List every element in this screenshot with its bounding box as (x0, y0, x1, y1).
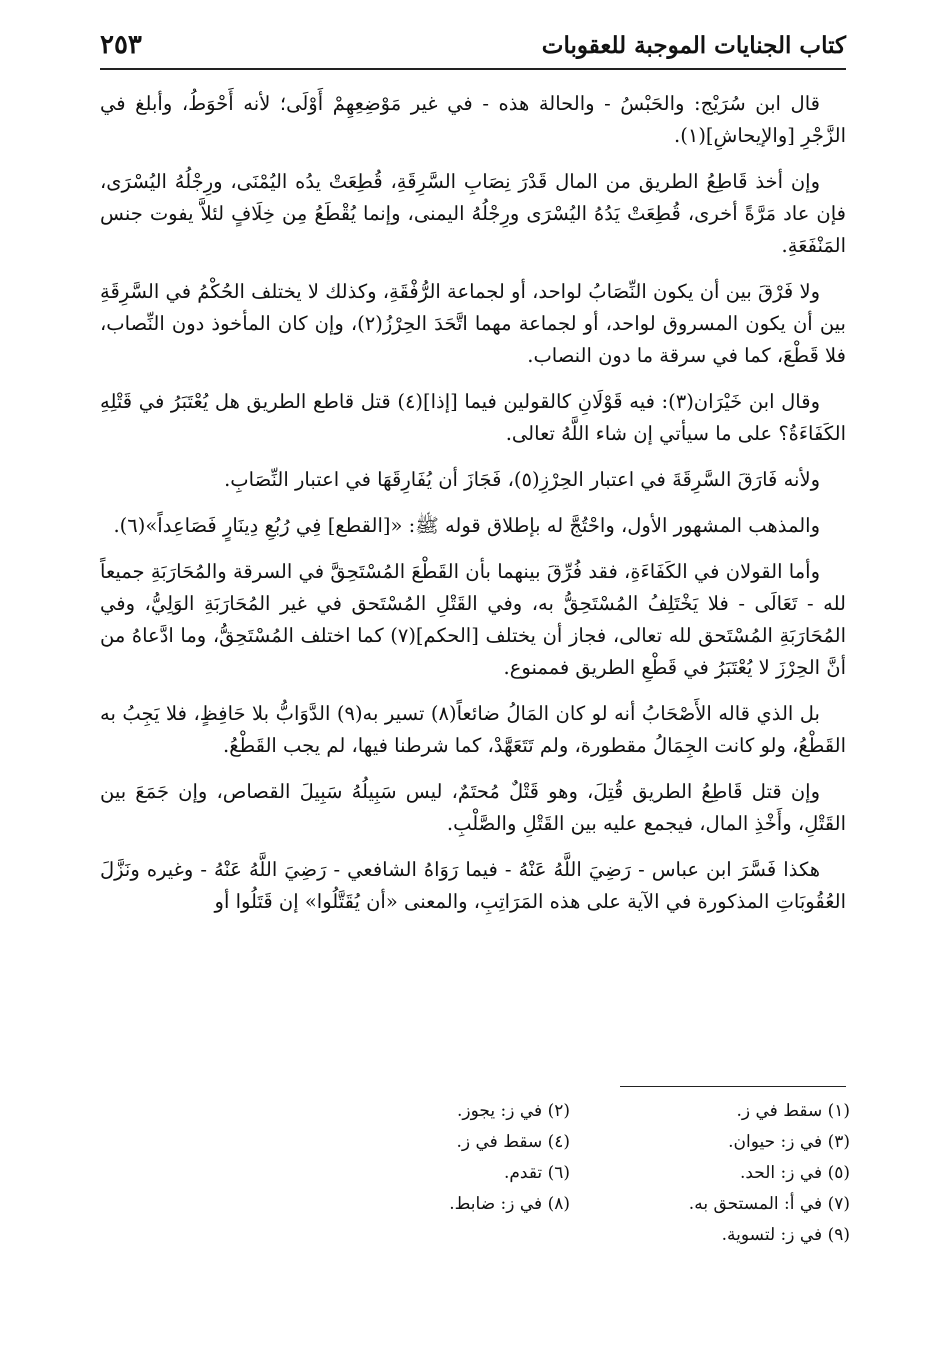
paragraph: بل الذي قاله الأَصْحَابُ أنه لو كان المَالُ ضائعاً(٨) تسير به(٩) الدَّوَابُّ بلا حَافِظٍ، فلا يَجِبُ به القَطْعُ، ولو كانت الجِمَالُ مقطورة، ولم تَتَعَهَّدْ، كما شرطنا فيها، لم يجب القَطْعُ. (100, 702, 846, 757)
page-number: ٢٥٣ (100, 30, 142, 60)
footnote: (٣) في ز: حيوان. (728, 1132, 850, 1152)
paragraph: ولا فَرْقَ بين أن يكون النِّصَابُ لواحد، أو لجماعة الرُّفْقَةِ، وكذلك لا يختلف الحُكْمُ في السَّرِقَةِ بين أن يكون المسروق لواحد، أو لجماعة مهما اتَّحَدَ الحِرْزُ(٢)، وإن كان المأخوذ دون النِّصاب، فلا قَطْعَ، كما في سرقة ما دون النصاب. (100, 280, 846, 367)
footnote: (٥) في ز: الحد. (739, 1163, 850, 1183)
footnote: (٨) في ز: ضابط. (449, 1194, 570, 1214)
paragraph: هكذا فَسَّرَ ابن عباس - رَضِيَ اللَّهُ عَنْهُ - فيما رَوَاهُ الشافعي - رَضِيَ اللَّهُ عَنْهُ - وغيره ونَزَّلَ العُقُوبَاتِ المذكورة في الآية على هذه المَرَاتِبِ، والمعنى «أن يُقَتَّلُوا» إن قَتَلُوا أو (100, 858, 846, 913)
footnote: (٧) في أ: المستحق به. (688, 1194, 850, 1214)
paragraph: والمذهب المشهور الأول، واحْتُجَّ له بإطلاق قوله ﷺ: «[القطع] فِي رُبُعِ دِينَارٍ فَصَاعِداً»(٦). (113, 514, 820, 537)
footnote: (١) سقط في ز. (736, 1101, 850, 1121)
footnote: (٩) في ز: لتسوية. (721, 1225, 850, 1245)
paragraph: وإن قتل قَاطِعُ الطريق قُتِلَ، وهو قَتْلٌ مُحتَمٌ، ليس سَبِيلُهُ سَبِيلَ القصاص، وإن جَمَعَ بين القَتْلِ، وأَخْذِ المال، فيجمع عليه بين القَتْلِ والصَّلْبِ. (100, 780, 846, 835)
footnote-separator (620, 1086, 846, 1087)
footnote: (٢) في ز: يجوز. (457, 1101, 570, 1121)
running-title: كتاب الجنايات الموجبة للعقوبات (541, 32, 846, 59)
footnote: (٦) تقدم. (503, 1163, 570, 1183)
paragraph: ولأنه فَارَقَ السَّرِقَةَ في اعتبار الحِرْزِ(٥)، فَجَازَ أن يُفَارِقَهَا في اعتبار النِّصَابِ. (224, 468, 820, 491)
paragraph: وقال ابن خَيْرَان(٣): فيه قَوْلَانِ كالقولين فيما [إذا](٤) قتل قاطع الطريق هل يُعْتَبَرُ في قَتْلِهِ الكَفَاءَةُ؟ على ما سيأتي إن شاء اللَّهُ تعالى. (100, 390, 846, 445)
page-header (100, 28, 846, 70)
footnote: (٤) سقط في ز. (456, 1132, 570, 1152)
paragraph: وأما القولان في الكَفَاءَةِ، فقد فُرِّقَ بينهما بأن القَطْعَ المُسْتَحِقَّ في السرقة والمُحَارَبَةِ جميعاً لله - تَعَالَى - فلا يَخْتَلِفُ المُسْتَحِقُّ به، وفي القَتْلِ المُسْتَحق في غير المُحَارَبَةِ الوَلِيُّ، وفي المُحَارَبَةِ المُسْتَحق لله تعالى، فجاز أن يختلف [الحكم](٧) كما اختلف المُسْتَحِقُّ، وما ادَّعاهُ من أنَّ الحِرْزَ لا يُعْتَبَرُ في قَطْعِ الطريق فممنوع. (100, 560, 846, 679)
paragraph: وإن أخذ قَاطِعُ الطريق من المال قَدْرَ نِصَابِ السَّرِقَةِ، قُطِعَتْ يدُه اليُمْنَى، ورِجْلُهُ اليُسْرَى، فإن عاد مَرَّةً أخرى، قُطِعَتْ يَدُهُ اليُسْرَى ورِجْلُهُ اليمنى، وإنما يُقْطَعُ مِن خِلَافٍ لئلاَّ يفوت جنس المَنْفَعَةِ. (100, 170, 846, 257)
main-text (100, 88, 846, 932)
paragraph: قال ابن سُرَيْج: والحَبْسُ - والحالة هذه - في غير مَوْضِعِهِمْ أَوْلَى؛ لأنه أَحْوَطُ، وأبلغ في الزَّجْرِ [والإيحاشِ](١). (100, 92, 846, 147)
footnotes (330, 1096, 850, 1251)
